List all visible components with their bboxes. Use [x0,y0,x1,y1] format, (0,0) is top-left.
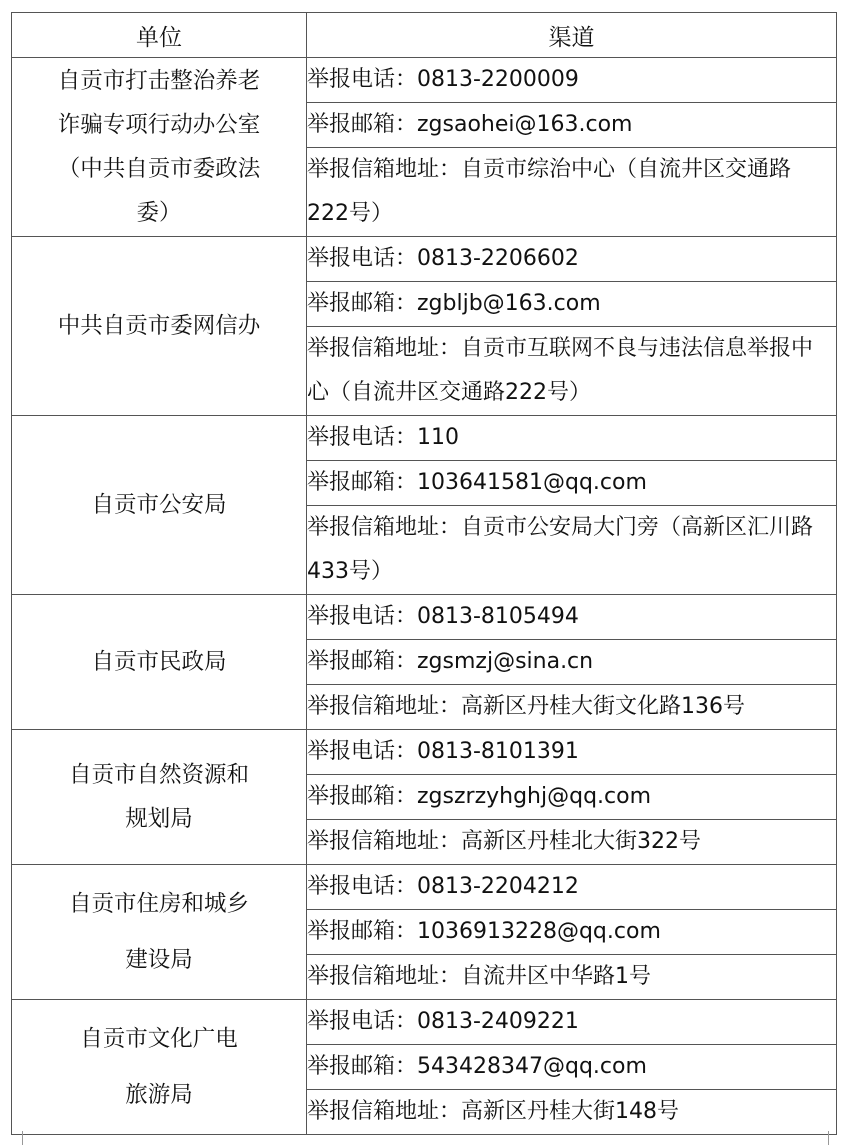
unit-line: 诈骗专项行动办公室 [57,112,261,138]
address-cell: 举报信箱地址：高新区丹桂大街148号 [307,1090,837,1135]
table-row [12,595,837,640]
phone-cell: 举报电话：0813-2409221 [307,1000,837,1045]
unit-cell [12,730,307,865]
unit-line: （中共自贡市委政法 [57,156,261,182]
table-row [12,237,837,282]
header-row [12,13,837,58]
email-cell: 举报邮箱：103641581@qq.com [307,461,837,506]
unit-line: 旅游局 [125,1082,193,1108]
phone-cell: 举报电话：0813-2200009 [307,58,837,103]
page-corner-mark [22,1131,23,1145]
report-channels-table [11,12,837,1135]
table-row [12,58,837,103]
unit-header: 单位 [12,13,307,58]
page-corner-mark [828,1131,829,1145]
unit-line: 中共自贡市委网信办 [57,313,261,339]
unit-cell [12,58,307,237]
address-cell: 举报信箱地址：自贡市互联网不良与违法信息举报中心（自流井区交通路222号） [307,327,837,416]
email-cell: 举报邮箱：zgsaohei@163.com [307,103,837,148]
address-cell: 举报信箱地址：自贡市综治中心（自流井区交通路222号） [307,148,837,237]
unit-line: 自贡市自然资源和 [68,762,249,788]
unit-line: 委） [136,200,182,226]
address-cell: 举报信箱地址：自贡市公安局大门旁（高新区汇川路433号） [307,506,837,595]
unit-cell [12,865,307,1000]
unit-cell [12,595,307,730]
address-cell: 举报信箱地址：高新区丹桂大街文化路136号 [307,685,837,730]
table-row [12,865,837,910]
unit-cell [12,1000,307,1135]
unit-line: 自贡市文化广电 [80,1026,238,1052]
unit-line: 自贡市打击整治养老 [57,68,261,94]
email-cell: 举报邮箱：zgszrzyhghj@qq.com [307,775,837,820]
unit-line: 自贡市公安局 [91,492,227,518]
phone-cell: 举报电话：0813-8101391 [307,730,837,775]
unit-cell [12,416,307,595]
unit-line: 自贡市民政局 [91,649,227,675]
unit-cell [12,237,307,416]
phone-cell: 举报电话：0813-8105494 [307,595,837,640]
channel-header: 渠道 [307,13,837,58]
phone-cell: 举报电话：0813-2206602 [307,237,837,282]
unit-line: 建设局 [125,947,193,973]
table-row [12,416,837,461]
table-row [12,730,837,775]
table-row [12,1000,837,1045]
address-cell: 举报信箱地址：高新区丹桂北大街322号 [307,820,837,865]
email-cell: 举报邮箱：543428347@qq.com [307,1045,837,1090]
email-cell: 举报邮箱：1036913228@qq.com [307,910,837,955]
phone-cell: 举报电话：110 [307,416,837,461]
unit-line: 自贡市住房和城乡 [68,891,249,917]
unit-line: 规划局 [125,806,193,832]
phone-cell: 举报电话：0813-2204212 [307,865,837,910]
email-cell: 举报邮箱：zgbljb@163.com [307,282,837,327]
email-cell: 举报邮箱：zgsmzj@sina.cn [307,640,837,685]
address-cell: 举报信箱地址：自流井区中华路1号 [307,955,837,1000]
